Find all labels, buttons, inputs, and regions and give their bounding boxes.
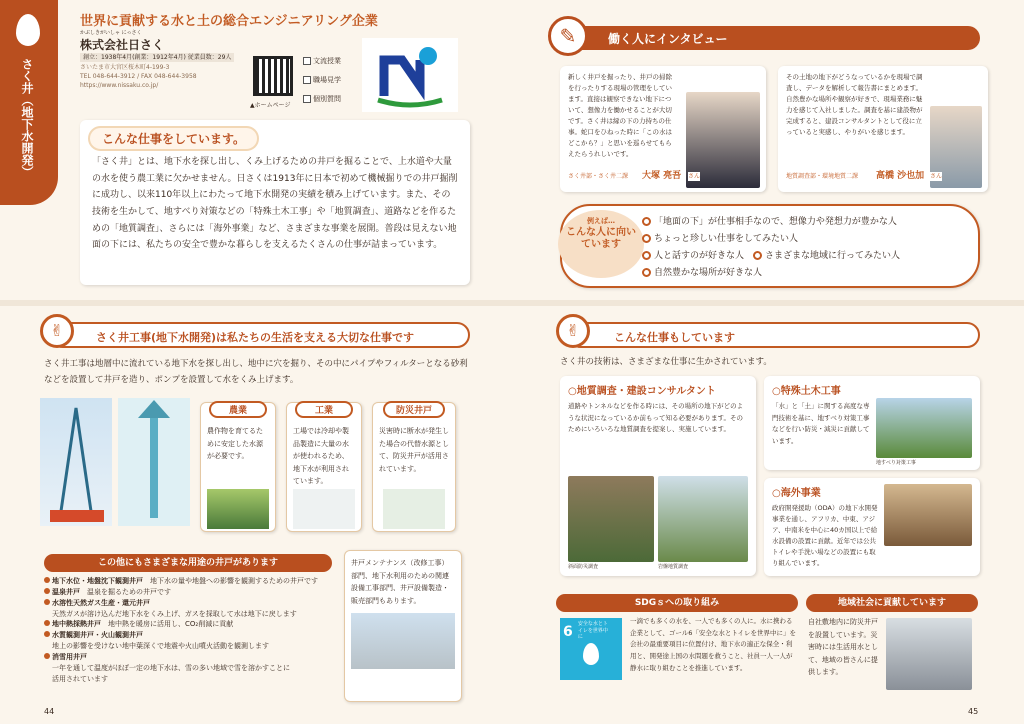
work-body: 「さく井」とは、地下水を探し出し、くみ上げるための井戸を掘ることで、上水道や大量の水を使う農工業に欠かせません。日さくは1913年に日本で初めて機械掘りでの井戸掘削に成功し、以来110年以上にわたって地下水開発の実績を積み上げています。また、その技術を生かして、地すべり対策などの「特殊土木工事」や「地質調査」、道路などを作るための「地質調査」、さらには「海外事業」など、さまざまな事業を展開。普段は見えない地面の下には、私たちの安全で豊かな暮らしを支えるたくさんの仕事が詰まっています。 — [92, 157, 458, 251]
card-agriculture-photo — [207, 489, 269, 529]
well-diagram-image — [118, 398, 190, 526]
well-item-desc: 天然ガスが溶け込んだ地下水をくみ上げ、ガスを採取して水は地下に戻します — [52, 609, 297, 618]
suitable-box — [560, 204, 980, 288]
card-industry — [286, 402, 362, 532]
suitable-label: 例えば… こんな人に向いています — [558, 210, 644, 278]
survey-box — [560, 376, 756, 576]
well-item-desc: 地上の影響を受けない地中葉深くで地震や火山噴火活動を観測します — [52, 642, 269, 651]
survey-caption-2: 岩盤地質調査 — [658, 564, 689, 570]
interview-1-dept: さく井部・さく井二課 — [568, 173, 629, 180]
suitable-item: 人と話すのが好きな人 さまざまな地域に行ってみたい人 — [642, 248, 900, 265]
overseas-box — [764, 478, 980, 576]
card-industry-title: 工業 — [295, 401, 353, 418]
well-item: 水溶性天然ガス生産・還元井戸 — [44, 598, 344, 609]
card-agriculture-title: 農業 — [209, 401, 267, 418]
interview-2-text: その土地の地下がどうなっているかを現場で調査し、データを解析して報告書にまとめます。自然豊かな場所や観察が好きで、現場業務に魅力を感じて入社しました。調査を基に建設物が完成すると、建設コンサルタントとして役に立っていると実感し、やりがいを感じます。 — [786, 73, 923, 137]
card-disaster-title: 防災井戸 — [383, 401, 445, 418]
survey-text: 道路やトンネルなどを作る時には、その場所の地下がどのような状況になっているか前もって知る必要があります。そのためにいろいろな地質調査を提案し、実施しています。 — [568, 402, 744, 434]
page-number-right: 45 — [968, 707, 979, 716]
water-drop-icon — [16, 14, 40, 46]
drilling-rig-image — [40, 398, 112, 526]
overseas-photo — [884, 484, 972, 546]
factory-icon — [293, 489, 355, 529]
page-divider — [0, 300, 1024, 306]
other-wells-heading: この他にもさまざまな用途の井戸があります — [44, 554, 332, 572]
checkbox-lesson[interactable]: 文流授業 — [303, 56, 341, 67]
overseas-title: ○海外事業 — [772, 488, 821, 499]
maintenance-box — [344, 550, 462, 702]
overseas-text: 政府開発援助（ODA）の地下水開発事業を通し、アフリカ、中東、アジア、中南米を中心に40カ国以上で給水設備の設置に貢献。近年では公共トイレや手洗い場などの設置にも取り組んでいます。 — [772, 504, 878, 568]
interview-card-2 — [778, 66, 988, 192]
well-item: 地下水位・地盤沈下観測井戸 地下水の量や地盤への影響を観測するための井戸です — [44, 576, 344, 587]
community-text: 自社敷地内に防災井戸を設置しています。災害時には生活用水として、地域の皆さんに提供します。 — [808, 618, 878, 677]
well-item-desc: 一年を通して温度がほぼ一定の地下水は、雪の多い地域で雪を溶かすことに活用されています — [52, 663, 290, 683]
importance-body: さく井工事は地層中に流れている地下水を探し出し、地中に穴を掘り、その中にパイプやフィルターとなる砂利などを設置して井戸を造り、ポンプを設置して水をくみ上げます。 — [44, 359, 468, 386]
sdgs-text: 一滴でも多くの水を、一人でも多くの人に。水に携わる企業として、ゴール6「安全な水とトイレを世界中に」を会社の最重要項目に位置付け、地下水の適正な保全・利用と、開発途上国の水問題を救うこと、社員一人一人が静水に取り組むことを推進しています。 — [630, 617, 797, 672]
checkbox-question[interactable]: 個別質問 — [303, 94, 341, 105]
interview-1-suffix: さん — [688, 173, 701, 180]
civil-text: 「水」と「土」に関する高度な専門技術を基に、地すべり対策工事などを行い防災・減災に貢献しています。 — [772, 402, 870, 446]
company-address: さいたま市大宮区桜木町4-199-3 — [80, 64, 170, 71]
survey-caption-1: 斜面防災調査 — [568, 564, 599, 570]
side-tab — [0, 0, 58, 205]
company-name: 株式会社日さく — [80, 38, 165, 52]
company-url[interactable]: https://www.nissaku.co.jp/ — [80, 82, 159, 89]
survey-photo-2 — [658, 476, 748, 562]
work-heading: こんな仕事をしています。 — [88, 126, 259, 151]
interview-1-name: 大塚 亮吾 — [642, 168, 681, 181]
community-photo — [886, 618, 972, 690]
maintenance-photo — [351, 613, 455, 669]
survey-photo-1 — [568, 476, 654, 562]
homepage-label: ▲ホームページ — [250, 102, 291, 109]
well-item: 温泉井戸 温泉を掘るための井戸です — [44, 587, 344, 598]
sdg-goal-6-icon: 6 安全な水とトイレを世界中に — [560, 618, 622, 680]
maintenance-text: 井戸メンテナンス（改修工事）部門、地下水利用のための関連設備工事部門、井戸設備製造・販売部門もあります。 — [351, 559, 449, 605]
qr-code[interactable] — [253, 56, 293, 96]
well-item: 消雪用井戸 — [44, 652, 344, 663]
well-item: 地中熱採熱井戸 地中熱を暖房に活用し、CO₂削減に貢献 — [44, 619, 344, 630]
checkbox-visit[interactable]: 職場見学 — [303, 75, 341, 86]
suitable-list — [642, 214, 900, 282]
card-disaster-well — [372, 402, 456, 532]
civil-title: ○特殊土木工事 — [772, 386, 841, 397]
interview-icon: ✎ — [548, 16, 588, 56]
civil-box — [764, 376, 980, 470]
card-industry-text: 工場では冷却や製品製造に大量の水が使われるため、地下水が利用されています。 — [293, 427, 349, 486]
civil-caption: 地すべり対策工事 — [876, 460, 916, 466]
well-pump-icon — [383, 489, 445, 529]
hand-icon-right: ✌ — [556, 314, 590, 348]
interview-card-1 — [560, 66, 766, 192]
hand-icon: ✌ — [40, 314, 74, 348]
suitable-item: ちょっと珍しい仕事をしてみたい人 — [642, 231, 900, 248]
side-tab-title: さく井（地下水開発） — [20, 58, 34, 178]
civil-photo — [876, 398, 972, 458]
suitable-item: 「地面の下」が仕事相手なので、想像力や発想力が豊かな人 — [642, 214, 900, 231]
company-founded: 創立：1938年4月(創業：1912年4月) 従業員数：29人 — [80, 53, 234, 62]
sdgs-heading: SDGｓへの取り組み — [556, 594, 798, 612]
survey-title: ○地質調査・建設コンサルタント — [568, 386, 716, 397]
company-tel: TEL 048-644-3912 / FAX 048-644-3958 — [80, 73, 197, 80]
card-disaster-text: 災害時に断水が発生した場合の代替水源として、防災井戸が活用されています。 — [379, 427, 449, 473]
community-heading: 地域社会に貢献しています — [806, 594, 978, 612]
interview-2-name: 高橋 沙也加 — [876, 168, 924, 181]
well-item: 水質観測井戸・火山観測井戸 — [44, 630, 344, 641]
other-work-intro: さく井の技術は、さまざまな仕事に生かされています。 — [560, 357, 772, 367]
other-work-heading: こんな仕事もしています — [568, 322, 980, 348]
importance-heading: さく井工事(地下水開発)は私たちの生活を支える大切な仕事です — [50, 322, 470, 348]
company-logo — [362, 38, 458, 112]
interview-2-suffix: さん — [930, 173, 943, 180]
company-tagline: 世界に貢献する水と土の総合エンジニアリング企業 — [80, 14, 378, 29]
work-box — [80, 120, 470, 285]
company-ruby: かぶしきがいしゃ にっさく — [80, 30, 142, 36]
suitable-item: 自然豊かな場所が好きな人 — [642, 265, 900, 282]
interview-heading: 働く人にインタビュー — [560, 26, 980, 50]
card-agriculture — [200, 402, 276, 532]
interview-1-text: 新しく井戸を掘ったり、井戸の掃除を行ったりする現場の管理をしています。直接は観察できない地下について、想像力を働かせることが大切です。さく井は縁の下の力持ちの仕事。蛇口をひねった時に「この水はどこから？」と思いを巡らせてもらえたらうれしいです。 — [568, 73, 672, 159]
page-number-left: 44 — [44, 707, 55, 716]
card-agriculture-text: 農作物を育てるために安定した水源が必要です。 — [207, 427, 263, 461]
interview-2-dept: 地質調査部・環境地質二課 — [786, 173, 859, 180]
other-wells-list — [44, 576, 344, 684]
